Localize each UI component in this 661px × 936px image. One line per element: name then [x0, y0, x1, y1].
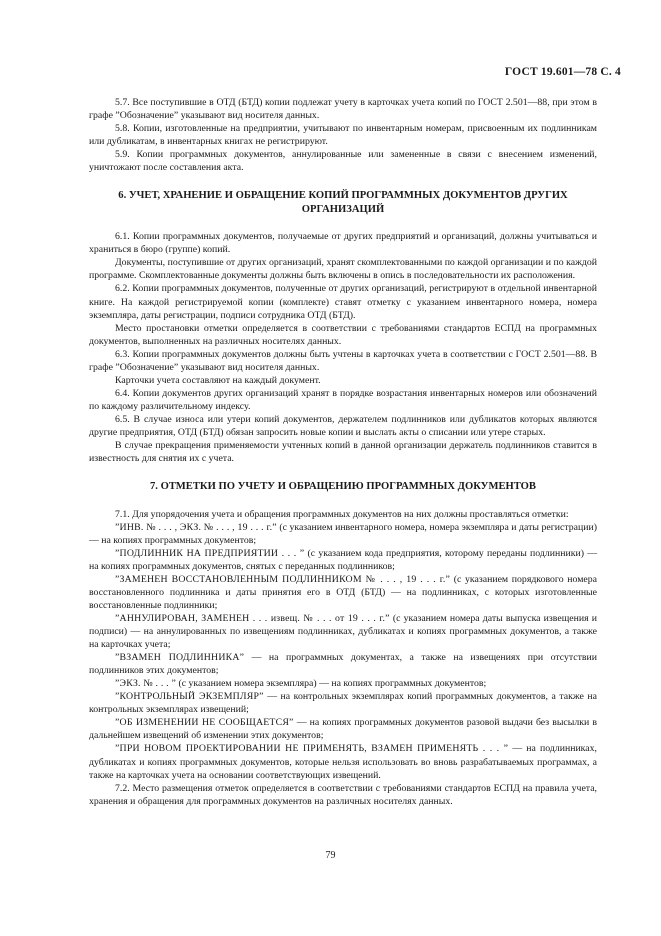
- paragraph-7-2: 7.2. Место размещения отметок определяется в соответствии с требованиями стандартов ЕСПД на правила учета, хранения и обращения для программных документов на различных носителях данных.: [89, 782, 597, 807]
- mark-desc: — на контрольных экземплярах копий программных документов, а также на контрольных экземплярах извещений;: [89, 691, 597, 716]
- section-6-heading: 6. УЧЕТ, ХРАНЕНИЕ И ОБРАЩЕНИЕ КОПИЙ ПРОГРАММНЫХ ДОКУМЕНТОВ ДРУГИХ ОРГАНИЗАЦИЙ: [118, 190, 568, 215]
- paragraph-6-1-b: Документы, поступившие от других организаций, хранят скомплектованными по каждой организации и по каждой программе. Скомплектованные документы должны быть включены в опись в последовательности их расположения.: [89, 257, 597, 282]
- section-7-heading: 7. ОТМЕТКИ ПО УЧЕТУ И ОБРАЩЕНИЮ ПРОГРАММНЫХ ДОКУМЕНТОВ: [150, 481, 536, 493]
- standard-header: ГОСТ 19.601—78 С. 4: [504, 66, 621, 78]
- page-number: 79: [325, 850, 336, 861]
- paragraph-6-3: 6.3. Копии программных документов должны быть учтены в карточках учета в соответствии с ГОСТ 2.501—88. В графе ”Обозначение” указывают вид носителя данных.: [89, 348, 597, 373]
- mark-text: ”ЭКЗ. № . . . ”: [115, 678, 176, 690]
- paragraph-6-1: 6.1. Копии программных документов, получаемые от других предприятий и организаций, должны учитываться и храниться в бюро (группе) копий.: [89, 231, 597, 256]
- paragraph-5-8: 5.8. Копии, изготовленные на предприятии, учитывают по инвентарным номерам, присвоенным их подлинникам или дубликатам, в инвентарных книгах не регистрируют.: [89, 123, 597, 148]
- mark-text: ”ИНВ. № . . . , ЭКЗ. № . . . , 19 . . . г.”: [115, 521, 277, 533]
- mark-text: ”КОНТРОЛЬНЫЙ ЭКЗЕМПЛЯР”: [115, 691, 264, 703]
- mark-text: ”ПРИ НОВОМ ПРОЕКТИРОВАНИИ НЕ ПРИМЕНЯТЬ, ВЗАМЕН ПРИМЕНЯТЬ . . . ”: [115, 743, 509, 755]
- mark-annulled: [89, 612, 597, 651]
- paragraph-6-5: 6.5. В случае износа или утери копий документов, держателем подлинников или дубликатов которых являются другие предприятия, ОТД (БТД) обязан запросить новые копии и выслать акты о списании или утере старых.: [89, 413, 597, 438]
- paragraph-7-1: 7.1. Для упорядочения учета и обращения программных документов на них должны проставляться отметки:: [115, 508, 569, 520]
- mark-control-copy: [89, 690, 597, 716]
- mark-text: ”ВЗАМЕН ПОДЛИННИКА”: [115, 652, 245, 664]
- mark-desc: — на копиях программных документов разовой выдачи без высылки в дальнейшем извещений об изменении этих документов;: [89, 717, 597, 742]
- mark-text: ”ОБ ИЗМЕНЕНИИ НЕ СООБЩАЕТСЯ”: [115, 717, 294, 729]
- mark-text: ”ЗАМЕНЕН ВОССТАНОВЛЕННЫМ ПОДЛИННИКОМ № . . . , 19 . . . г.”: [115, 573, 451, 585]
- paragraph-6-5-b: В случае прекращения применяемости учтенных копий в данной организации держатель подлинников ставится в известность для снятия их с учета.: [89, 440, 597, 465]
- mark-copy-number: [89, 677, 597, 690]
- mark-desc: (с указанием номера экземпляра) — на копиях программных документов;: [176, 678, 487, 690]
- paragraph-6-2: 6.2. Копии программных документов, полученные от других организаций, регистрируют в отдельной инвентарной книге. На каждой регистрируемой копии (комплекте) ставят отметку с указанием инвентарного номера, номера экземпляра, даты регистрации, подписи сотрудника ОТД (БТД).: [89, 283, 597, 321]
- mark-desc: (с указанием инвентарного номера, номера экземпляра и даты регистрации) — на копиях программных документов;: [89, 521, 597, 546]
- paragraph-6-4: 6.4. Копии документов других организаций хранят в порядке возрастания инвентарных номеров или обозначений по каждому различительному индексу.: [89, 387, 597, 412]
- mark-no-change-notice: [89, 716, 597, 742]
- mark-inv: [89, 521, 597, 547]
- page-body: [89, 96, 597, 808]
- mark-instead-of-original: [89, 651, 597, 677]
- paragraph-6-2-b: Место простановки отметки определяется в соответствии с требованиями стандартов ЕСПД на программных документов, выполненных на различных носителях данных.: [89, 322, 597, 347]
- mark-desc: — на подлинниках, дубликатах и копиях программных документов, которые нельзя использовать во вновь разрабатываемых программах, а также на карточках учета на основании соответствующих извещений.: [89, 743, 597, 781]
- mark-text: ”ПОДЛИННИК НА ПРЕДПРИЯТИИ . . . ”: [115, 547, 305, 559]
- mark-desc: (с указанием кода предприятия, которому переданы подлинники) — на копиях программных документов, снятых с переданных подлинников;: [89, 547, 597, 572]
- paragraph-5-9: 5.9. Копии программных документов, аннулированные или замененные в связи с внесением изменений, уничтожают после составления акта.: [89, 149, 597, 174]
- mark-desc: (с указанием номера даты выпуска извещения и подписи) — на аннулированных по извещениям подлинниках, дубликатах и копиях программных документов, а также на карточках учета;: [89, 613, 597, 651]
- paragraph-6-3-b: Карточки учета составляют на каждый документ.: [115, 374, 321, 386]
- mark-replaced-restored: [89, 573, 597, 612]
- mark-text: ”АННУЛИРОВАН, ЗАМЕНЕН . . . извещ. № . . . от 19 . . . г.”: [115, 613, 390, 624]
- paragraph-5-7: 5.7. Все поступившие в ОТД (БТД) копии подлежат учету в карточках учета копий по ГОСТ 2.501—88, при этом в графе ”Обозначение” указывают вид носителя данных.: [89, 97, 597, 122]
- mark-do-not-apply: [89, 742, 597, 781]
- mark-desc: — на программных документах, а также на извещениях при отсутствии подлинников этих документов;: [89, 652, 598, 677]
- mark-desc: (с указанием порядкового номера восстановленного подлинника и даты принятия его в ОТД (БТД) — на подлинниках, с которых изготовленные восстановленные подлинники;: [89, 573, 597, 611]
- mark-original-at-enterprise: [89, 547, 597, 573]
